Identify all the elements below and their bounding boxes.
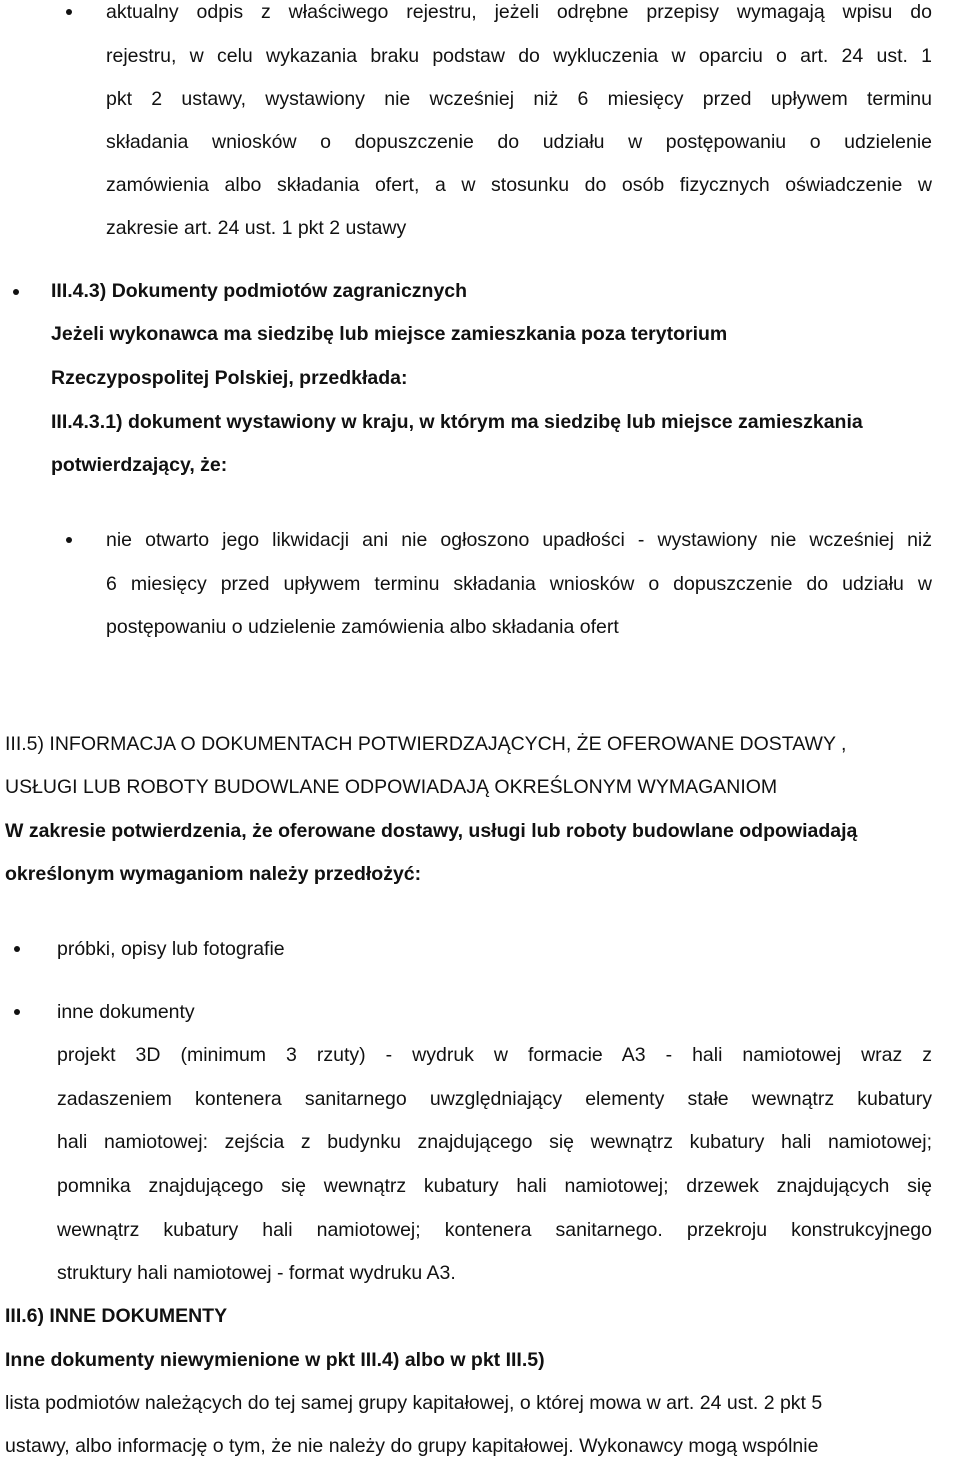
- detail-line: projekt 3D (minimum 3 rzuty) - wydruk w formacie A3 - hali namiotowej wraz z: [57, 1044, 932, 1066]
- paragraph-line: pkt 2 ustawy, wystawiony nie wcześniej niż 6 miesięcy przed upływem terminu: [106, 88, 932, 110]
- paragraph-line: rejestru, w celu wykazania braku podstaw do wykluczenia w oparciu o art. 24 ust. 1: [106, 45, 932, 67]
- list-item: próbki, opisy lub fotografie: [57, 938, 285, 960]
- paragraph-line: zamówienia albo składania ofert, a w stosunku do osób fizycznych oświadczenie w: [106, 174, 932, 196]
- section-heading: III.6) INNE DOKUMENTY: [5, 1305, 228, 1327]
- detail-line: hali namiotowej: zejścia z budynku znajdującego się wewnątrz kubatury hali namiotowej;: [57, 1131, 932, 1153]
- paragraph-line: aktualny odpis z właściwego rejestru, jeżeli odrębne przepisy wymagają wpisu do: [106, 1, 932, 23]
- detail-line: pomnika znajdującego się wewnątrz kubatury hali namiotowej; drzewek znajdujących się: [57, 1175, 932, 1197]
- bullet-text-line: postępowaniu o udzielenie zamówienia albo składania ofert: [106, 616, 619, 638]
- list-item: inne dokumenty: [57, 1001, 195, 1023]
- bullet-text-line: 6 miesięcy przed upływem terminu składania wniosków o dopuszczenie do udziału w: [106, 573, 932, 595]
- intro-line: W zakresie potwierdzenia, że oferowane dostawy, usługi lub roboty budowlane odpowiadają: [5, 820, 858, 842]
- bullet-icon: [66, 537, 72, 543]
- subsection-line: potwierdzający, że:: [51, 454, 228, 476]
- bullet-icon: [13, 289, 19, 295]
- detail-line: zadaszeniem kontenera sanitarnego uwzględniający elementy stałe wewnątrz kubatury: [57, 1088, 932, 1110]
- subsection-line: III.4.3.1) dokument wystawiony w kraju, w którym ma siedzibę lub miejsce zamieszkania: [51, 411, 863, 433]
- section-heading: III.5) INFORMACJA O DOKUMENTACH POTWIERDZAJĄCYCH, ŻE OFEROWANE DOSTAWY ,: [5, 733, 847, 755]
- intro-line: określonym wymaganiom należy przedłożyć:: [5, 863, 422, 885]
- intro-line: Jeżeli wykonawca ma siedzibę lub miejsce zamieszkania poza terytorium: [51, 323, 728, 345]
- detail-line: wewnątrz kubatury hali namiotowej; kontenera sanitarnego. przekroju konstrukcyjnego: [57, 1219, 932, 1241]
- bullet-text-line: nie otwarto jego likwidacji ani nie ogłoszono upadłości - wystawiony nie wcześniej niż: [106, 529, 932, 551]
- detail-line: struktury hali namiotowej - format wydruku A3.: [57, 1262, 456, 1284]
- subsection-heading: Inne dokumenty niewymienione w pkt III.4) albo w pkt III.5): [5, 1349, 545, 1371]
- intro-line: Rzeczypospolitej Polskiej, przedkłada:: [51, 367, 408, 389]
- section-heading: III.4.3) Dokumenty podmiotów zagranicznych: [51, 280, 468, 302]
- bullet-icon: [14, 946, 20, 952]
- paragraph-line: lista podmiotów należących do tej samej grupy kapitałowej, o której mowa w art. 24 ust. 2 pkt 5: [5, 1392, 823, 1414]
- bullet-icon: [66, 9, 72, 15]
- paragraph-line: składania wniosków o dopuszczenie do udziału w postępowaniu o udzielenie: [106, 131, 932, 153]
- paragraph-line: ustawy, albo informację o tym, że nie należy do grupy kapitałowej. Wykonawcy mogą wspólnie: [5, 1435, 819, 1457]
- paragraph-line: zakresie art. 24 ust. 1 pkt 2 ustawy: [106, 217, 407, 239]
- section-heading: USŁUGI LUB ROBOTY BUDOWLANE ODPOWIADAJĄ OKREŚLONYM WYMAGANIOM: [5, 776, 778, 798]
- bullet-icon: [14, 1009, 20, 1015]
